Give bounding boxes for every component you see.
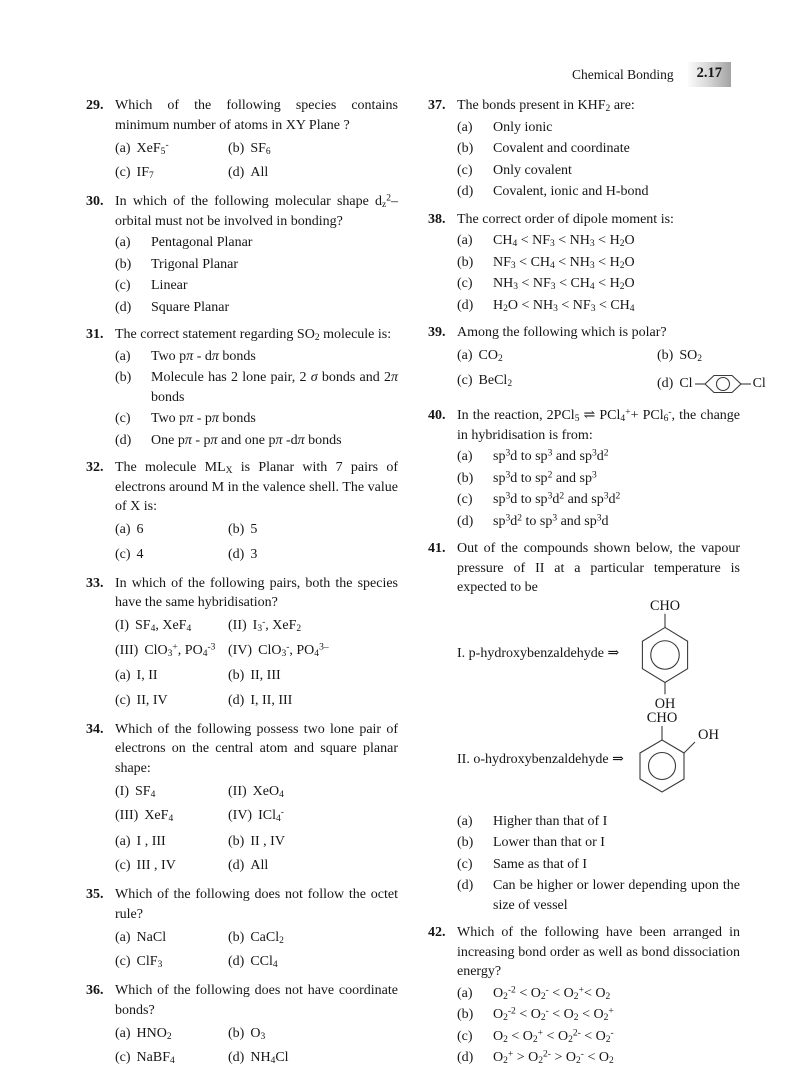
question-34 — [86, 720, 398, 879]
question-number: 42. — [428, 925, 446, 940]
option-text: Only covalent — [493, 162, 572, 178]
item-text: $SF_4$ — [135, 783, 156, 800]
question-text: The correct order of dipole moment is: — [457, 211, 674, 227]
option-text: $sp^3d$ to $sp^3$ and $sp^3d^2$ — [493, 448, 609, 464]
option-text: NaCl — [136, 929, 167, 945]
question-text: The correct statement regarding $SO_2$ molecule is: — [115, 327, 392, 344]
option-a: (a) $O_2^{-2} < O_2^- < O_2^+< O_2$ — [457, 984, 611, 1002]
question-number: 41. — [428, 541, 446, 556]
dichlorobenzene-structure — [679, 371, 765, 397]
option-text: Linear — [151, 278, 188, 293]
question-text: Which of the following species contains minimum number of atoms in XY Plane ? — [115, 98, 398, 133]
option-text: Can be higher or lower depending upon the size of vessel — [493, 878, 740, 913]
question-text: Which of the following does not have coordinate bonds? — [115, 983, 398, 1018]
page-header — [0, 62, 731, 87]
option-text: Lower than that or I — [493, 835, 605, 850]
oh-group-label: OH — [654, 695, 676, 712]
question-31 — [86, 325, 398, 451]
option-c: (c) Two pπ - pπ bonds — [115, 408, 398, 430]
compound-II-caption — [457, 750, 624, 770]
item-text: $I_3^-$, XeF$_2$ — [252, 617, 302, 635]
option-text: XeF$_5$- — [136, 139, 169, 157]
option-c: (c) Linear — [115, 275, 398, 297]
option-b: (b) $O_3$ — [228, 1025, 266, 1042]
question-text: Which of the following possess two lone pair of electrons on the central atom and square planar shape: — [115, 721, 398, 776]
item-III: (III) ClO$_3$+, $PO_4^{-3}$ — [115, 641, 216, 659]
item-text: ICl$_4$- — [258, 807, 284, 825]
option-a: (a) $CH_4 < NF_3 < NH_3 < H_2O$ — [457, 233, 635, 250]
roman-items — [115, 779, 398, 828]
option-text: Molecule has 2 lone pair, 2 σ bonds and 2π bonds — [151, 370, 398, 405]
compound-label: II. — [457, 751, 470, 767]
option-text: CaCl$_2$ — [250, 929, 284, 946]
item-IV: (IV) ICl$_4$- — [228, 807, 284, 825]
option-text: $O_2 < O_2^+ < O_2^{2-} < O_2^-$ — [493, 1027, 614, 1045]
option-b: (b) Molecule has 2 lone pair, 2 σ bonds and 2π bonds — [115, 367, 398, 408]
question-33 — [86, 574, 398, 713]
options — [457, 344, 766, 400]
options — [457, 983, 740, 1069]
option-text: $O_2^+ > O_2^{2-} > O_2^- < O_2$ — [493, 1049, 614, 1067]
option-c: (c) 4 — [115, 542, 228, 567]
options — [115, 232, 398, 318]
question-text: Which of the following does not follow the octet rule? — [115, 887, 398, 922]
oh-group-label: OH — [698, 726, 719, 743]
option-text: $SF_6$ — [250, 140, 271, 157]
cl-left-label: Cl — [679, 375, 693, 391]
option-text: Pentagonal Planar — [151, 235, 253, 250]
option-text: $NH_4Cl$ — [250, 1050, 289, 1067]
option-c: (c) $sp^3d$ to $sp^3d^2$ and $sp^3d^2$ — [457, 489, 740, 511]
option-text: $CO_2$ — [478, 348, 503, 365]
item-text: XeF$_4$ — [144, 808, 174, 825]
option-a: (a) Higher than that of I — [457, 811, 740, 833]
option-text: III , IV — [136, 858, 176, 873]
options — [115, 1021, 398, 1070]
option-text: Square Planar — [151, 299, 230, 315]
option-c: (c) ClF$_3$ — [115, 954, 163, 971]
option-a: (a) $CO_2$ — [457, 348, 503, 365]
question-text: Among the following which is polar? — [457, 325, 667, 340]
option-text: $NF_3 < CH_4 < NH_3 < H_2O$ — [493, 254, 635, 271]
option-text: $HNO_2$ — [136, 1025, 172, 1042]
option-text: Only ionic — [493, 119, 553, 135]
options — [115, 925, 398, 974]
item-I: (I) $SF_4$, XeF$_4$ — [115, 618, 192, 635]
option-text: 3 — [250, 546, 258, 562]
option-c: (c) BeCl$_2$ — [457, 372, 513, 389]
option-a: (a) I, II — [115, 664, 228, 689]
question-number: 30. — [86, 194, 104, 209]
option-d: (d) All — [228, 161, 398, 186]
option-text: ClF$_3$ — [136, 954, 163, 971]
question-number: 35. — [86, 887, 104, 902]
option-d: (d) $sp^3d^2$ to $sp^3$ and $sp^3d$ — [457, 511, 740, 533]
option-text: $O_2^{-2} < O_2^- < O_2 < O_2^+$ — [493, 1006, 614, 1024]
option-text: I, II — [136, 668, 158, 683]
question-40 — [428, 406, 740, 532]
option-text: NaBF$_4$ — [136, 1050, 175, 1067]
options — [115, 136, 398, 185]
option-text: 6 — [136, 522, 144, 537]
option-d: (d) CCl$_4$ — [228, 954, 278, 971]
question-text: Which of the following have been arranged in increasing bond order as well as bond dissociation energy? — [457, 925, 740, 979]
option-text: $O_2^{-2} < O_2^- < O_2^+< O_2$ — [493, 984, 611, 1002]
option-c: (c) $IF_7$ — [115, 165, 154, 182]
option-text: BeCl$_2$ — [478, 372, 513, 389]
option-text: 5 — [250, 522, 258, 537]
roman-items — [115, 614, 398, 663]
implies-arrow-icon: ⇒ — [612, 751, 624, 767]
option-d: (d) 3 — [228, 542, 398, 567]
option-b: (b) $SF_6$ — [228, 140, 271, 157]
option-text: $SO_2$ — [679, 348, 702, 365]
option-text: II, IV — [136, 692, 168, 708]
option-c: (c) Same as that of I — [457, 854, 740, 876]
option-c: (c) II, IV — [115, 688, 228, 713]
option-text: Covalent and coordinate — [493, 141, 630, 156]
option-text: I , III — [136, 833, 166, 849]
item-II: (II) XeO$_4$ — [228, 783, 284, 800]
options — [457, 811, 740, 917]
option-text: $H_2O < NH_3 < NF_3 < CH_4$ — [493, 297, 635, 314]
options — [115, 829, 398, 878]
page-number-badge: 2.17 — [688, 62, 731, 87]
question-37 — [428, 96, 740, 203]
item-text: XeO$_4$ — [252, 783, 284, 800]
option-b: (b) II , IV — [228, 829, 398, 854]
option-a: (a) $sp^3d$ to $sp^3$ and $sp^3d^2$ — [457, 446, 740, 468]
option-text: $NH_3 < NF_3 < CH_4 < H_2O$ — [493, 276, 635, 293]
question-number: 36. — [86, 983, 104, 998]
item-I: (I) $SF_4$ — [115, 783, 156, 800]
options — [457, 117, 740, 203]
option-c: (c) Only covalent — [457, 160, 740, 182]
options — [457, 446, 740, 532]
option-b: (b) $O_2^{-2} < O_2^- < O_2 < O_2^+$ — [457, 1006, 614, 1024]
question-text: The bonds present in $KHF_2$ are: — [457, 98, 635, 115]
question-30 — [86, 192, 398, 318]
compound-I-caption — [457, 644, 619, 664]
question-39 — [428, 323, 766, 399]
option-a: (a) Two pπ - dπ bonds — [115, 346, 398, 368]
item-text: ClO$_3$+, $PO_4^{-3}$ — [144, 641, 216, 659]
question-text: In which of the following molecular shape $d_z^2-$ orbital must not be involved in bonding? — [115, 193, 398, 229]
question-number: 31. — [86, 327, 104, 342]
compound-name: p-hydroxybenzaldehyde — [468, 645, 604, 661]
options — [457, 230, 740, 316]
question-number: 37. — [428, 98, 446, 113]
implies-arrow-icon: ⇒ — [607, 645, 620, 661]
option-a: (a) I , III — [115, 829, 228, 854]
option-d: (d) Cl Cl — [657, 368, 766, 399]
question-36 — [86, 981, 398, 1070]
item-III: (III) XeF$_4$ — [115, 808, 174, 825]
option-text: $sp^3d$ to $sp^3d^2$ and $sp^3d^2$ — [493, 491, 621, 507]
option-a: (a) $HNO_2$ — [115, 1025, 172, 1042]
option-c: (c) III , IV — [115, 854, 228, 879]
option-d: (d) Square Planar — [115, 297, 398, 319]
compound-label: I. — [457, 645, 466, 661]
option-text: $CH_4 < NF_3 < NH_3 < H_2O$ — [493, 233, 635, 250]
option-d: (d) I, II, III — [228, 688, 398, 713]
left-column — [86, 96, 398, 1077]
compound-II-row — [457, 710, 740, 810]
question-32 — [86, 458, 398, 567]
question-number: 32. — [86, 460, 104, 475]
option-text: All — [250, 165, 269, 180]
option-d: (d) $H_2O < NH_3 < NF_3 < CH_4$ — [457, 297, 635, 314]
option-c: (c) $O_2 < O_2^+ < O_2^{2-} < O_2^-$ — [457, 1027, 614, 1045]
option-text: $sp^3d^2$ to $sp^3$ and $sp^3d$ — [493, 512, 609, 529]
option-d: (d) One pπ - pπ and one pπ -dπ bonds — [115, 430, 398, 452]
option-text: Covalent, ionic and H-bond — [493, 184, 649, 199]
question-35 — [86, 885, 398, 974]
option-c: (c) $NH_3 < NF_3 < CH_4 < H_2O$ — [457, 276, 635, 293]
question-text: Out of the compounds shown below, the vapour pressure of II at a particular temperature is expected to be — [457, 541, 740, 595]
question-number: 34. — [86, 721, 104, 737]
question-number: 38. — [428, 211, 446, 227]
question-number: 33. — [86, 575, 104, 591]
chapter-title: Chemical Bonding — [572, 66, 674, 82]
cl-right-label: Cl — [752, 375, 766, 391]
question-42 — [428, 923, 740, 1069]
option-text: II, III — [250, 668, 281, 683]
option-b: (b) $sp^3d$ to $sp^2$ and $sp^3$ — [457, 468, 740, 490]
option-d: (d) All — [228, 854, 398, 879]
options — [115, 518, 398, 567]
item-IV: (IV) ClO$_3$-, $PO_4^{3-}$ — [228, 641, 329, 659]
option-c: (c) NaBF$_4$ — [115, 1050, 175, 1067]
option-a: (a) XeF$_5$- — [115, 139, 169, 157]
question-number: 40. — [428, 408, 446, 423]
option-b: (b) II, III — [228, 664, 398, 689]
option-text: CCl$_4$ — [250, 954, 278, 971]
option-text: 4 — [136, 546, 144, 562]
options — [115, 346, 398, 452]
option-text: II , IV — [250, 833, 285, 849]
option-b: (b) Covalent and coordinate — [457, 138, 740, 160]
compound-I-row — [457, 598, 740, 710]
options — [115, 664, 398, 713]
option-d: (d) $O_2^+ > O_2^{2-} > O_2^- < O_2$ — [457, 1049, 614, 1067]
p-hydroxybenzaldehyde-structure — [619, 598, 711, 710]
question-text: The molecule $ML_X$ is Planar with 7 pairs of electrons around M in the valence shell. The value of X is: — [115, 460, 398, 514]
option-text: I, II, III — [250, 692, 293, 708]
option-text: $IF_7$ — [136, 165, 154, 182]
option-a: (a) Only ionic — [457, 117, 740, 139]
question-number: 29. — [86, 98, 104, 113]
item-text: $SF_4$, XeF$_4$ — [135, 618, 192, 635]
option-b: (b) Trigonal Planar — [115, 254, 398, 276]
option-a: (a) Pentagonal Planar — [115, 232, 398, 254]
option-text: One pπ - pπ and one pπ -dπ bonds — [151, 432, 342, 448]
cho-group-label: CHO — [650, 597, 681, 614]
option-text: Same as that of I — [493, 856, 588, 872]
cho-group-label: CHO — [646, 709, 678, 726]
question-38 — [428, 210, 740, 317]
option-a: (a) NaCl — [115, 925, 228, 950]
question-29 — [86, 96, 398, 185]
item-text: ClO$_3$-, $PO_4^{3-}$ — [258, 641, 329, 659]
option-b: (b) CaCl$_2$ — [228, 929, 284, 946]
option-text: $O_3$ — [250, 1025, 266, 1042]
option-b: (b) $NF_3 < CH_4 < NH_3 < H_2O$ — [457, 254, 635, 271]
option-text: Two pπ - dπ bonds — [151, 348, 256, 364]
item-II: (II) $I_3^-$, XeF$_2$ — [228, 617, 302, 635]
option-text: $sp^3d$ to $sp^2$ and $sp^3$ — [493, 469, 597, 486]
option-d: (d) $NH_4Cl$ — [228, 1050, 289, 1067]
right-column — [428, 96, 766, 1076]
option-b: (b) $SO_2$ — [657, 348, 702, 365]
option-b: (b) 5 — [228, 518, 398, 543]
question-text: In which of the following pairs, both the species have the same hybridisation? — [115, 575, 398, 610]
benzene-ring-icon — [694, 371, 752, 397]
option-text: Two pπ - pπ bonds — [151, 411, 256, 426]
question-41 — [428, 539, 740, 916]
option-text: All — [250, 858, 269, 873]
option-a: (a) 6 — [115, 518, 228, 543]
question-number: 39. — [428, 325, 446, 340]
compound-name: o-hydroxybenzaldehyde — [473, 751, 609, 767]
option-d: (d) Covalent, ionic and H-bond — [457, 181, 740, 203]
o-hydroxybenzaldehyde-structure — [628, 710, 732, 810]
option-text: Trigonal Planar — [151, 256, 238, 272]
option-d: (d) Can be higher or lower depending upon the size of vessel — [457, 875, 740, 916]
question-text: In the reaction, 2PCl$_5$ ⇌ PCl$_4$++ PCl$_6$-, the change in hybridisation is from: — [457, 407, 740, 443]
option-b: (b) Lower than that or I — [457, 832, 740, 854]
option-text: Higher than that of I — [493, 813, 608, 829]
